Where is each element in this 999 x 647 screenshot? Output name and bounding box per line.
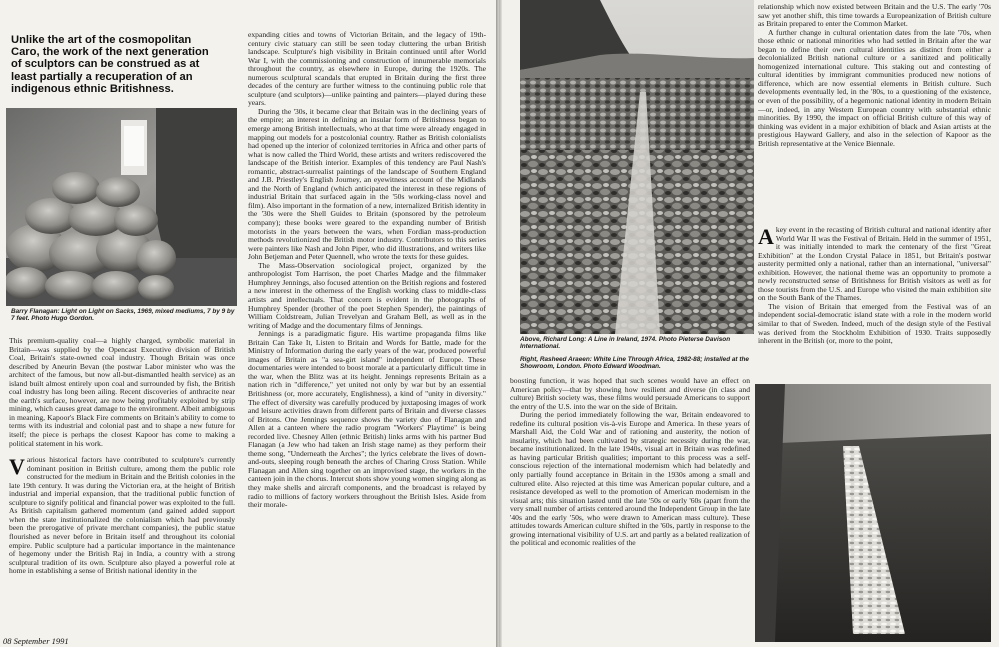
paragraph: Jennings is a paradigmatic figure. His wartime propaganda films like Britain Can Take It, Listen to Britain and Words for Battle, made for the Ministry of Information during the early years of the war, produced powerful images of Britain as "a sea-girt island" independent of Europe. These documentaries were intended to boost morale at a particularly difficult time in the war, when the Blitz was at its height. Jennings represents Britain as a nation rich in "difference," yet united not only by war but by an essential Britishness (or, more accurately, Englishness), a kind of "unity in diversity." The effect of diversity was carefully produced by juxtaposing images of work and leisure activities drawn from different parts of Britain and diverse classes of Britons. One Jennings sequence shows the variety duo of Flanagan and Allen at a canteen where the radio program "Workers' Playtime" is being recorded live. Chesney Allen (ethnic British) links arms with his partner Bud Flanagan (a Jew who had taken an Irish stage name) as they perform their theme song, "Underneath the Arches"; the lyrics celebrate the lives of down-and-outs, sleeping rough beneath the arches of Charing Cross Station. While Flanagan and Allen sing together on an improvised stage, the workers in the canteen join in the chorus. Intercut shots show young women singing along as they make shells and aircraft components, and the broadcast is relayed by radio to millions of factory workers throughout the British Isles. Aside from their morale-: [248, 329, 486, 510]
araeen-caption: Right, Rasheed Araeen: White Line Through Africa, 1982-88; installed at the Showroom, London. Photo Edward Woodman.: [520, 356, 749, 371]
paragraph: During the period immediately following the war, Britain endeavored to redefine its cultural position vis-à-vis Europe and America. In these years of Marshall Aid, the Cold War and of rationing and austerity, the notion of insularity, which had been cultivated by strategic necessity during the war, became institutionalized. In the late 1940s, visual art in Britain was redefined as having particular British qualities; important to this process was a self-conscious rejection of the international modernism which had belatedly and only partially found acceptance in Britain in the 1930s among a small and cultured elite. Also rejected at this time was American popular culture, and a resistance developed as well to the promotion of American modernism in the visual arts; this situation lasted until the late '50s or early '60s (apart from the very small number of artists centered around the Independent Group in the late '40s and the early '50s, who were drawn to American mass culture). These attitudes towards American culture shifted in the '60s, partly in response to the growing international visibility of U.S. art and partly as a belated realization of the political and economic realities of the: [510, 410, 750, 548]
paragraph: A further change in cultural orientation dates from the late '70s, when those ethnic or national minorities who had settled in Britain after the war began to define their own cultural identities as distinct from either a decolonialized British national culture or a sanitized and politically homogenized international culture. This staking out and contesting of cultural identities by immigrant communities produced new notions of difference, which are now essential elements in British culture. Such developments eventually led, in the '80s, to a questioning of the existence, or even of the possibility, of a hegemonic national identity in modern Britain—or, indeed, in any Western European country with substantial ethnic minorities. By 1990, the impact on official British culture of this way of thinking was evident in a major exhibition of black and Asian artists at the prestigious Hayward Gallery, and also in the selection of Kapoor as the British representative at the Venice Biennale.: [758, 27, 991, 148]
paragraph: boosting function, it was hoped that such scenes would have an effect on American policy—that by showing how resilient and diverse (in class and culture) British society was, these films would persuade Americans to support the entry of the U.S. into the war on the side of Britain.: [510, 377, 750, 411]
right-page: [502, 0, 999, 647]
drop-cap: A: [758, 226, 774, 249]
paragraph: relationship which now existed between Britain and the U.S. The early '70s saw yet another shift, this time towards a Europeanization of British culture as Britain prepared to enter the Common Market.: [758, 3, 991, 29]
left-column-2: [248, 31, 486, 641]
paragraph: The vision of Britain that emerged from the Festival was of an independent social-democratic island state with a role in the modern world similar to that of Sweden. Indeed, much of the design style of the Festival was derived from the Stockholm Exhibition of 1930. Traits supposedly inherent in the British (or, more to the point,: [758, 301, 991, 346]
left-page: [0, 0, 496, 647]
flanagan-photo-image: [6, 108, 237, 306]
right-column-2: [758, 3, 991, 249]
flanagan-caption: Barry Flanagan: Light on Light on Sacks, 1969, mixed mediums, 7 by 9 by 7 feet. Photo Hugo Gordon.: [11, 308, 235, 323]
araeen-photo: [755, 384, 991, 642]
pull-quote: Unlike the art of the cosmopolitan Caro, the work of the next generation of sculptors can be construed as at least partially a recuperation of an indigenous ethnic Britishness.: [11, 34, 209, 95]
long-photo: [520, 0, 754, 334]
paragraph: Various historical factors have contributed to sculpture's currently dominant position in British culture, among them the public role constructed for the medium in Britain and the British colonies in the late 19th century. It was during the Victorian era, at the height of British industrial and imperial expansion, that the traditional public function of sculpture to signify political and financial power was exploited to the full. As British capitalism gathered momentum (and gained added support when the state institutionalized the colonialism which had previously been the prerogative of private merchant companies), the public statue flourished as never before in Britain itself and throughout its colonial empire. Public sculpture had a particular importance in the maintenance of hegemony under the British Raj in India, a country with a strong sculptural tradition of its own. Sculpture also played a powerful role at home in establishing a sense of British national identity in the: [9, 454, 235, 576]
paragraph: Akey event in the recasting of British cultural and national identity after World War II was the Festival of Britain. Held in the summer of 1951, it was initially intended to mark the centenary of the first "Great Exhibition" at the London Crystal Palace in 1851, but Britain's postwar austerity permitted only a national, rather than an international, "universal" exhibition. However, the national theme was an opportunity to promote a newly reconstructed sense of Britishness for British visitors as well as for those tourists from the U.S. and Europe who visited the main exhibition site on the South Bank of the Thames.: [758, 226, 991, 303]
paragraph: The Mass-Observation sociological project, organized by the anthropologist Tom Harrison, the poet Charles Madge and the filmmaker Humphrey Jennings, also focused attention on the British regions and fostered a new interest in the otherness of the English working class to middle-class artists and intellectuals. That concern is evident in the photographs of Humphrey Spender (brother of the poet Stephen Spender), the paintings of William Coldstream, Julian Trevelyan and Graham Bell, as well as in the writing of Madge and the documentary films of Jennings.: [248, 260, 486, 330]
drop-cap: V: [9, 454, 25, 480]
araeen-photo-image: [755, 384, 991, 642]
right-column-2b: [758, 226, 991, 382]
paragraph: This premium-quality coal—a highly charged, symbolic material in Britain—was supplied by the Opencast Executive division of British Coal, Britain's state-owned coal industry. Though Britain was once described by Aneurin Bevan (the postwar Labor minister who was the architect of the famous, but now all-but-dismantled health service) as an island built almost entirely upon coal and surrounded by fish, the British coal industry has long been ailing. Recent discoveries of anthracite near the earth's surface, however, are now being profitably exploited by strip mining, which causes great damage to the environment. Albeit ambiguous in meaning, Kapoor's Black Fire comments on Britain's ability to come to terms with its industrial and colonial past and to shape a new future for itself; the piece is perhaps the closest Kapoor has come to making a political statement in his work.: [9, 337, 235, 448]
long-photo-image: [520, 0, 754, 334]
left-column-1: [9, 337, 235, 634]
flanagan-photo: [6, 108, 237, 306]
paragraph: expanding cities and towns of Victorian Britain, and the legacy of 19th-century civic statuary can still be seen today cluttering the urban British landscape. Sculpture's high visibility in Britain continued until after World War I, with the commissioning and construction of innumerable memorials throughout the country, as elsewhere in Europe, during the 1920s. The numerous sculptural scandals that erupted in Britain during the first three decades of the century are further witness to the continuing public role that sculpture (and sculptors)—unlike painting and painters—played during these years.: [248, 31, 486, 108]
paragraph: During the '30s, it became clear that Britain was in the declining years of the empire; an interest in defining an insular form of Britishness began to emerge among British intellectuals, who at that time were already engaged in mapping out models for a postcolonial country. Rather as British colonialists had opened up the interior of colonized territories in Africa and other parts of what is now called the Third World, these artists and writers rediscovered the landscape of the British interior. Examples of this tendency are Paul Nash's romantic, abstract-surrealist paintings of the landscape of Southern England and J.B. Priestley's English Journey, an eyewitness account of the Midlands and the North of England (which anticipated the interest in these regions of industrial Britain that surfaced again in the '50s working-class novel and film). Also important in the formation of a new, internalized British identity in the '30s were the Shell Guides to Britain (sponsored by the petroleum company); these books were geared to the expanding number of British motorists in the years between the wars, when Fordian mass-production methods revolutionized the British motor industry. Contributors to this series were painters like Nash and John Piper, who did illustrations, and writers like John Betjeman and Peter Quennell, who wrote the texts for these guides.: [248, 106, 486, 262]
long-caption: Above, Richard Long: A Line in Ireland, 1974. Photo Pieterse Davison International.: [520, 336, 731, 351]
right-column-1: [510, 377, 750, 643]
page-folio: 08 September 1991: [3, 636, 69, 646]
